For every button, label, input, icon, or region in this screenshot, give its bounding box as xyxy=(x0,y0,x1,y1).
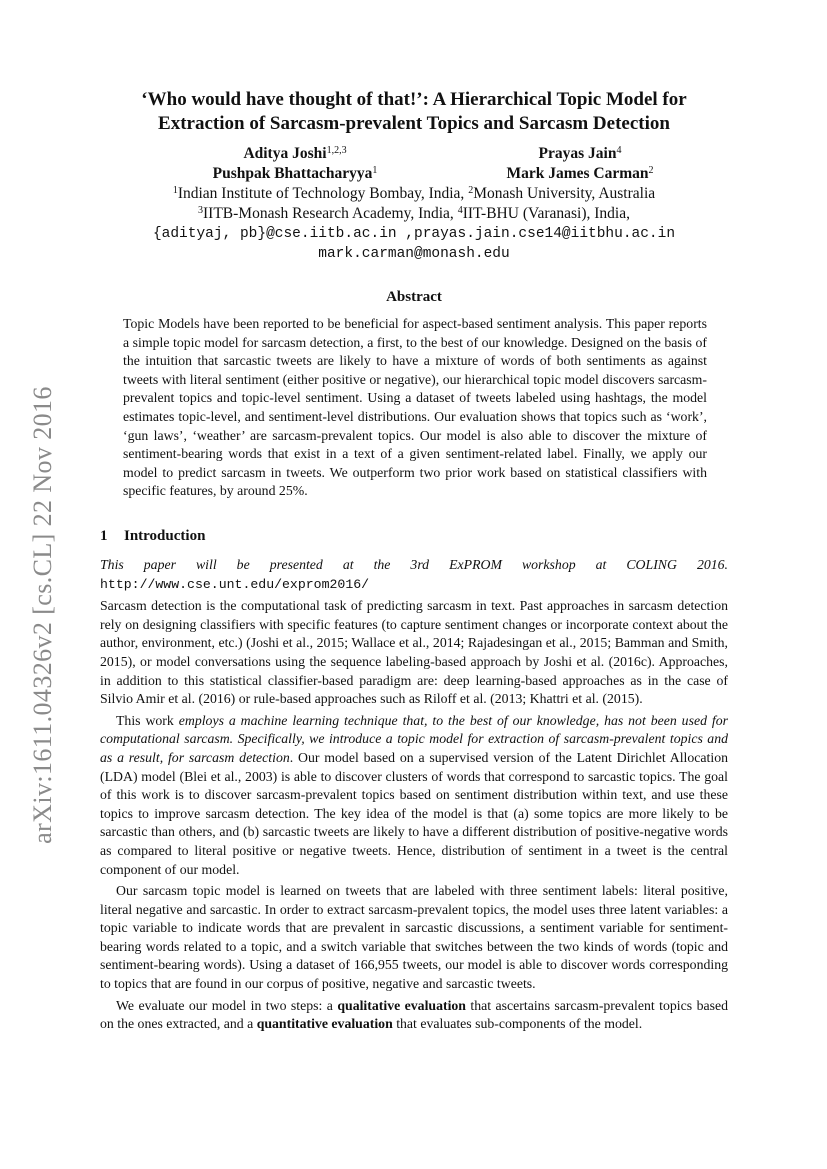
workshop-note-text: This paper will be presented at the 3rd ExPROM workshop at COLING 2016. xyxy=(100,557,728,572)
affiliation-marker: 3 xyxy=(198,205,204,216)
author-prayas-jain xyxy=(450,144,710,164)
abstract-heading: Abstract xyxy=(386,289,442,305)
affiliation-marker: 1 xyxy=(172,185,178,196)
introduction-body xyxy=(100,556,728,1037)
paragraph-bold-term: qualitative evaluation xyxy=(337,997,466,1013)
author-affiliation-marker: 1 xyxy=(372,165,378,176)
author-name: Mark James Carman xyxy=(506,165,649,182)
intro-paragraph-2 xyxy=(100,712,728,879)
paragraph-text: This work xyxy=(116,712,179,728)
author-mark-james-carman xyxy=(450,164,710,184)
affiliation-marker: 2 xyxy=(468,185,474,196)
workshop-note xyxy=(100,556,728,594)
paper-title xyxy=(100,88,728,136)
affiliation-line-2 xyxy=(100,204,728,224)
author-row-1 xyxy=(100,144,728,164)
author-name: Pushpak Bhattacharyya xyxy=(212,165,373,182)
workshop-url-link[interactable]: http://www.cse.unt.edu/exprom2016/ xyxy=(100,576,370,592)
author-aditya-joshi xyxy=(165,144,425,164)
author-name: Aditya Joshi xyxy=(243,145,327,162)
section-heading-introduction xyxy=(100,528,205,545)
paragraph-emphasis: employs a machine learning technique that, to the best of our knowledge, has not been used for computational sarcasm. Specifically, we introduce a topic model for extraction of sarcasm-prevalent topics and as a result, for sarcasm detection xyxy=(100,712,728,765)
affiliation-text: IITB-Monash Research Academy, India, xyxy=(203,205,458,222)
paragraph-text: . Our model based on a supervised version of the Latent Dirichlet Allocation (LDA) model (Blei et al., 2003) is able to discover clusters of words that correspond to sarcastic topics. The goal of this work is to discover sarcasm-prevalent topics based on sentiment distribution within text, and use these topics to improve sarcasm detection. The key idea of the model is that (a) some topics are more likely to be sarcastic than others, and (b) sarcastic tweets are likely to have a different distribution of positive-negative words as compared to literal positive or negative tweets. Hence, distribution of sentiment in a tweet is the central component of our model. xyxy=(100,749,728,877)
affiliation-text: IIT-BHU (Varanasi), India, xyxy=(462,205,630,222)
section-number: 1 xyxy=(100,528,108,544)
author-pushpak-bhattacharyya xyxy=(165,164,425,184)
title-line-1: ‘Who would have thought of that!’: A Hierarchical Topic Model for xyxy=(141,89,687,110)
email-line-1: {adityaj, pb}@cse.iitb.ac.in ,prayas.jain.cse14@iitbhu.ac.in xyxy=(152,226,676,242)
affiliation-text: Monash University, Australia xyxy=(473,185,656,202)
abstract-text: Topic Models have been reported to be beneficial for aspect-based sentiment analysis. This paper reports a simple topic model for sarcasm detection, a first, to the best of our knowledge. Designed on the basis of the intuition that sarcastic tweets are likely to have a mixture of words of both sentiments as against tweets with literal sentiment (either positive or negative), our hierarchical topic model discovers sarcasm-prevalent topics and topic-level sentiment. Using a dataset of tweets labeled using hashtags, the model estimates topic-level, and sentiment-level distributions. Our evaluation shows that topics such as ‘work’, ‘gun laws’, ‘weather’ are sarcasm-prevalent topics. Our model is also able to discover the mixture of sentiment-bearing words that exist in a text of a given sentiment-related label. Finally, we apply our model to predict sarcasm in tweets. We outperform two prior work based on statistical classifiers with specific features, by around 25%. xyxy=(123,316,707,499)
author-affiliation-marker: 2 xyxy=(648,165,654,176)
paragraph-text: We evaluate our model in two steps: a xyxy=(116,997,338,1013)
intro-paragraph-1: Sarcasm detection is the computational task of predicting sarcasm in text. Past approaches in sarcasm detection rely on designing classifiers with specific features (to capture sentiment changes or incorporate context about the author, environment, etc.) (Joshi et al., 2015; Wallace et al., 2014; Rajadesingan et al., 2015; Bamman and Smith, 2015), or model conversations using the sequence labeling-based approach by Joshi et al. (2016c). Approaches, in addition to this statistical classifier-based paradigm are: deep learning-based approaches as in the case of Silvio Amir et al. (2016) or rule-based approaches such as Riloff et al. (2013; Khattri et al. (2015). xyxy=(100,598,728,707)
email-line-2: mark.carman@monash.edu xyxy=(318,246,510,262)
author-affiliation-marker: 1,2,3 xyxy=(326,145,347,156)
intro-paragraph-4 xyxy=(100,997,728,1034)
arxiv-identifier-text: arXiv:1611.04326v2 [cs.CL] 22 Nov 2016 xyxy=(28,386,57,844)
author-affiliation-marker: 4 xyxy=(616,145,622,156)
intro-paragraph-3: Our sarcasm topic model is learned on tweets that are labeled with three sentiment labels: literal positive, literal negative and sarcastic. In order to extract sarcasm-prevalent topics, the model uses three latent variables: a topic variable to indicate words that are prevalent in sarcastic discussions, a sentiment variable for sentiment-bearing words related to a topic, and a switch variable that switches between the two kinds of words (topic and sentiment-bearing words). Using a dataset of 166,955 tweets, our model is able to discover words corresponding to topics that are found in our corpus of positive, negative and sarcastic tweets. xyxy=(100,883,728,992)
arxiv-identifier-stamp xyxy=(20,355,66,875)
author-name: Prayas Jain xyxy=(538,145,617,162)
affiliation-text: Indian Institute of Technology Bombay, India, xyxy=(177,185,469,202)
title-line-2: Extraction of Sarcasm-prevalent Topics and Sarcasm Detection xyxy=(158,113,670,134)
author-block xyxy=(100,144,728,264)
affiliation-marker: 4 xyxy=(457,205,463,216)
author-row-2 xyxy=(100,164,728,184)
affiliation-line-1 xyxy=(100,184,728,204)
section-title: Introduction xyxy=(124,528,206,544)
paragraph-text: that evaluates sub-components of the model. xyxy=(392,1016,643,1032)
paragraph-text: that ascertains sarcasm-prevalent topics based on the ones extracted, and a xyxy=(100,997,728,1032)
paragraph-bold-term: quantitative evaluation xyxy=(256,1016,393,1032)
